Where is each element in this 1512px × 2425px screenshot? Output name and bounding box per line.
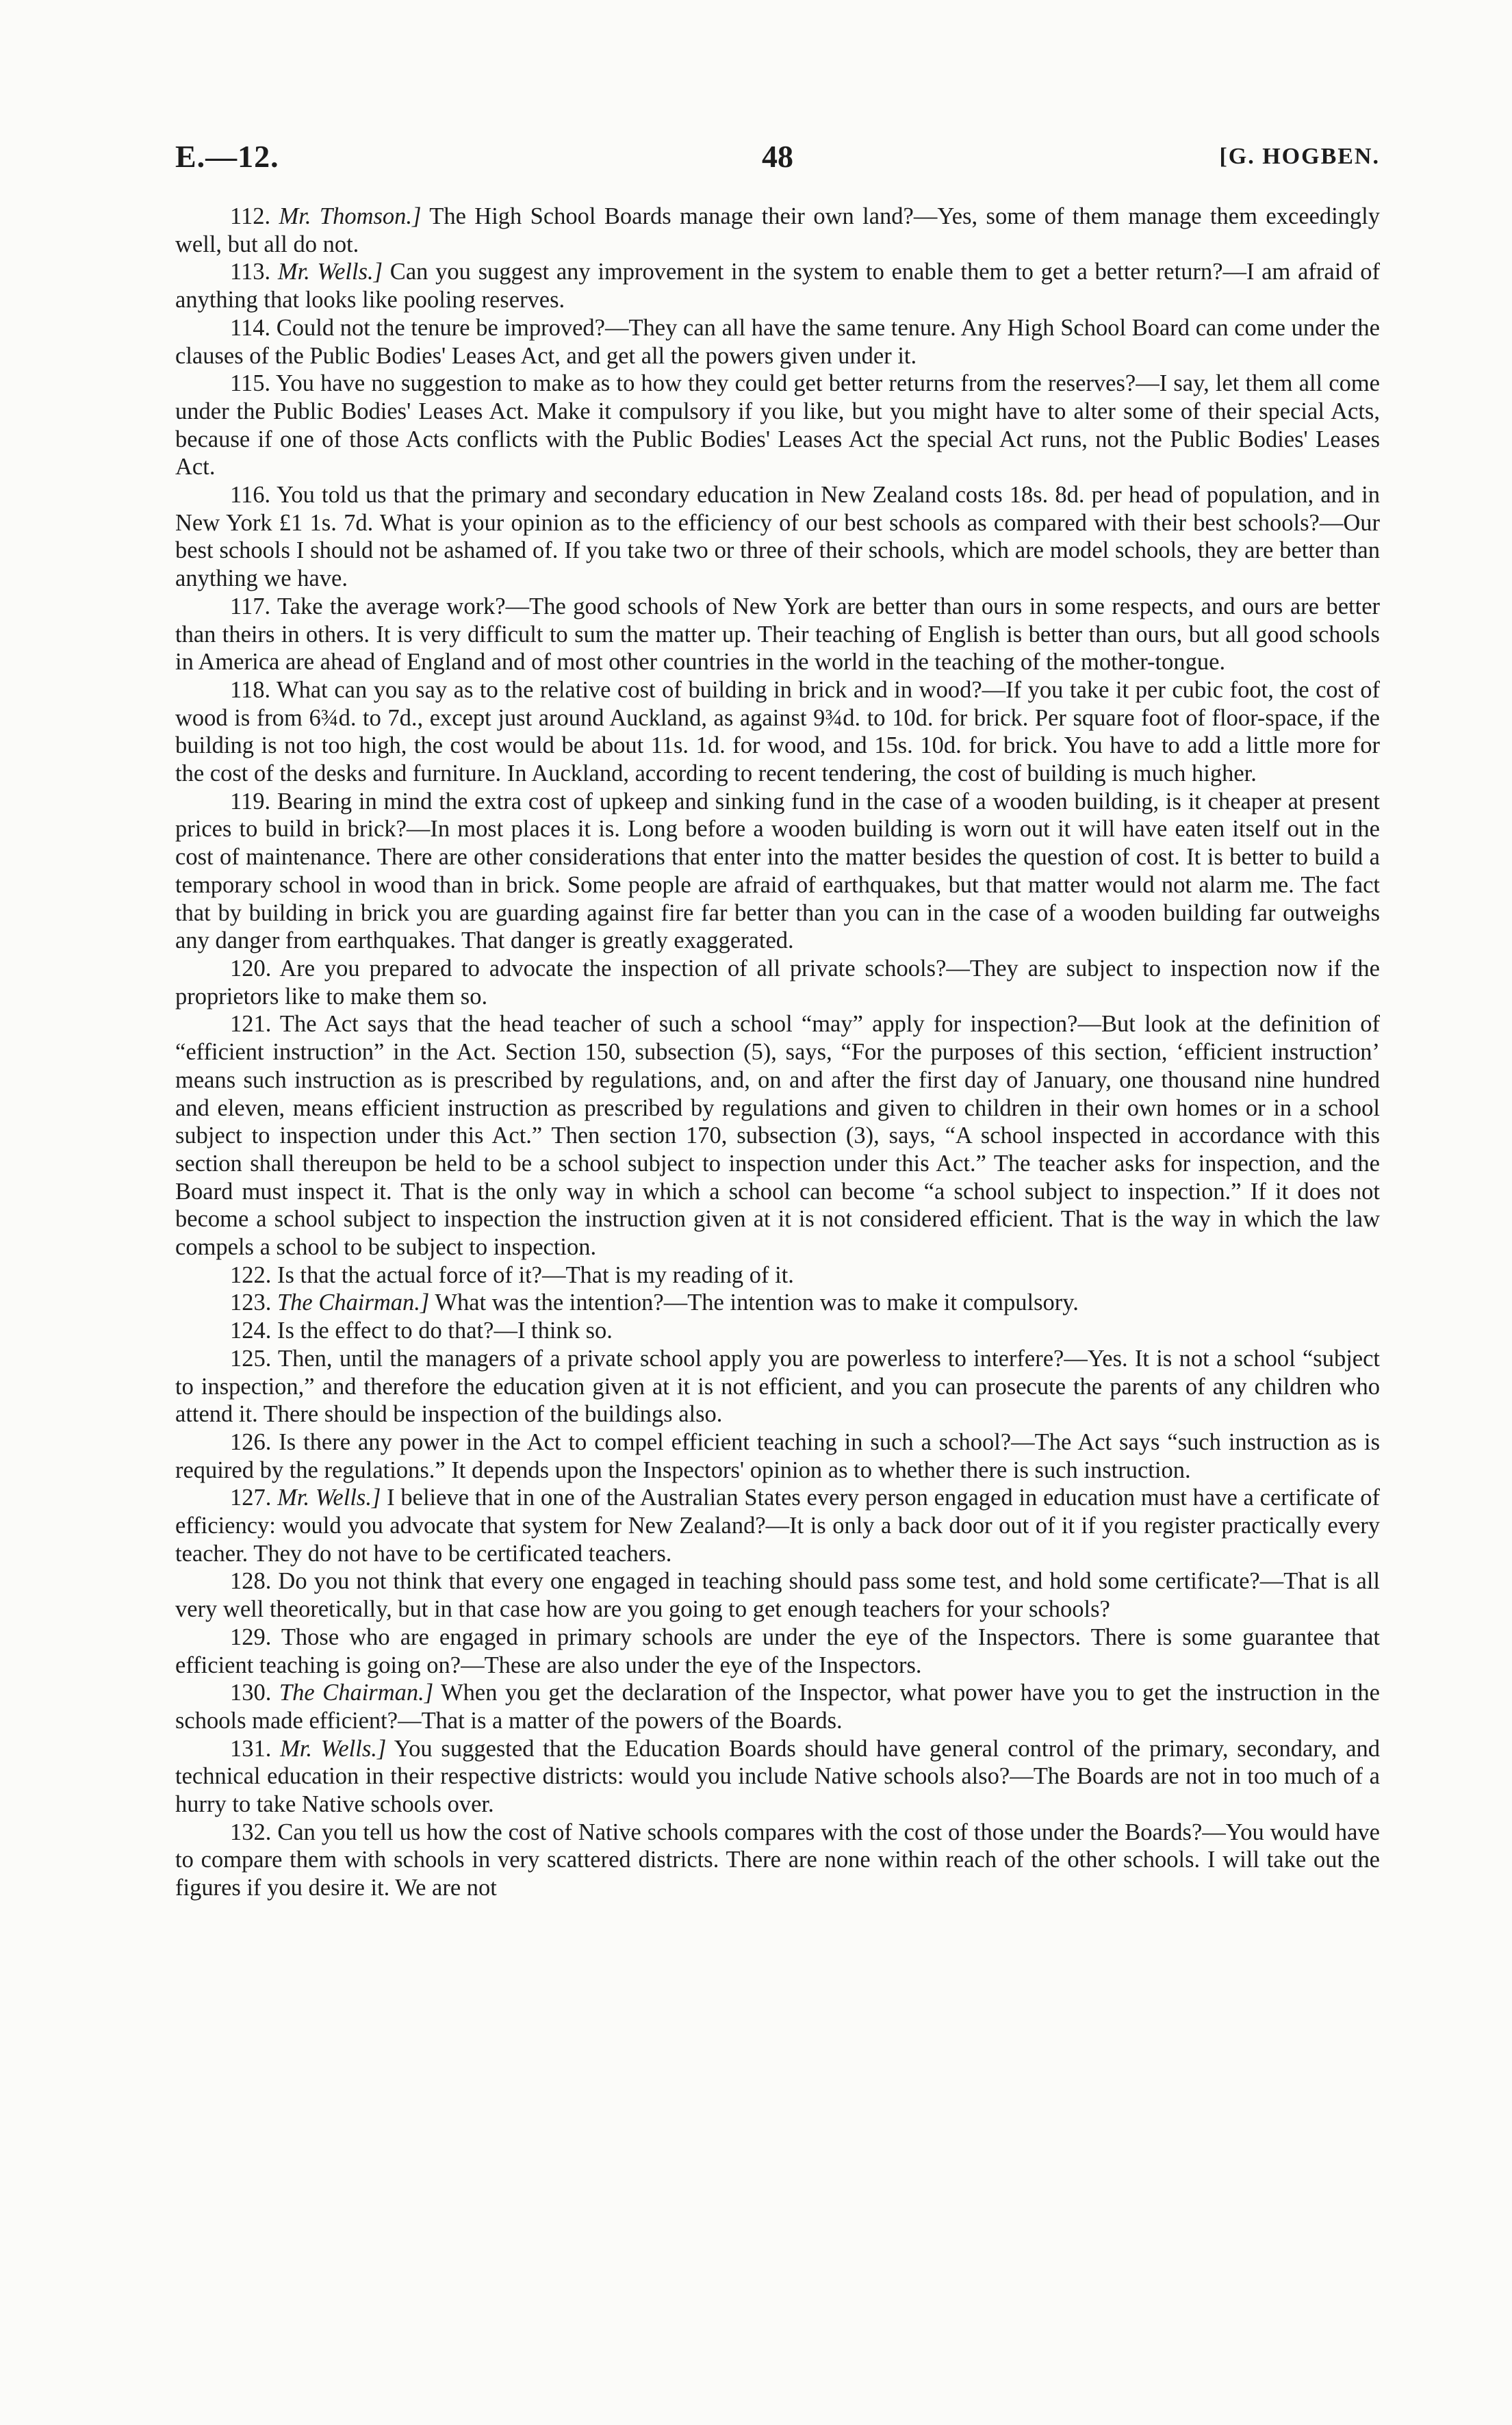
paragraph-text: Could not the tenure be improved?—They can all have the same tenure. Any High School Board can come under the clauses of the Public Bodies' Leases Act, and get all the powers given under it. (175, 314, 1380, 369)
paragraph-130 (175, 1679, 1380, 1734)
question-number: 129. (230, 1624, 272, 1650)
paragraph-text: The Act says that the head teacher of such a school “may” apply for inspection?—But look at the definition of “efficient instruction” in the Act. Section 150, subsection (5), says, “For the purposes of this section, ‘efficient instruction’ means such instruction as is prescribed by regulations, and, on and after the first day of January, one thousand nine hundred and eleven, means efficient instruction as prescribed by regulations and given to children in their own homes or in a school subject to inspection under this Act.” Then section 170, subsection (3), says, “A school inspected in accordance with this section shall thereupon be held to be a school subject to inspection under this Act.” The teacher asks for inspection, and the Board must inspect it. That is the only way in which a school can become “a school subject to inspection.” If it does not become a school subject to inspection the instruction given at it is not considered efficient. That is the way in which the law compels a school to be subject to inspection. (175, 1011, 1380, 1261)
paragraph-text: You suggested that the Education Boards should have general control of the primary, secondary, and technical education in their respective districts: would you include Native schools also?—The Boards are not in too much of a hurry to take Native schools over. (175, 1735, 1381, 1818)
speaker: The Chairman.] (279, 1680, 434, 1706)
paragraph-text: The High School Boards manage their own land?—Yes, some of them manage them exceedingly well, but all do not. (175, 203, 1381, 257)
page-number: 48 (762, 139, 793, 174)
report-code: E.—12. (175, 139, 279, 174)
paragraph-112 (175, 203, 1380, 258)
question-number: 124. (230, 1318, 272, 1344)
paragraph-text: Can you tell us how the cost of Native schools compares with the cost of those under the Boards?—You would have to compare them with schools in very scattered districts. There are none within reach of the other schools. I will take out the figures if you desire it. We are not (175, 1819, 1380, 1901)
paragraph-124 (175, 1317, 1380, 1345)
paragraph-text: Those who are engaged in primary schools are under the eye of the Inspectors. There is some guarantee that efficient teaching is going on?—These are also under the eye of the Inspectors. (175, 1624, 1380, 1678)
paragraph-126 (175, 1428, 1380, 1484)
paragraph-text: Are you prepared to advocate the inspection of all private schools?—They are subject to inspection now if the proprietors like to make them so. (175, 955, 1380, 1010)
evidence-text (175, 203, 1380, 1902)
paragraph-text: Is the effect to do that?—I think so. (271, 1318, 613, 1344)
paragraph-122 (175, 1261, 1380, 1290)
paragraph-120 (175, 955, 1380, 1010)
paragraph-text: You told us that the primary and secondary education in New Zealand costs 18s. 8d. per head of population, and in New York £1 1s. 7d. What is your opinion as to the efficiency of our best schools as compared with their best schools?—Our best schools I should not be ashamed of. If you take two or three of their schools, which are model schools, they are better than anything we have. (175, 482, 1380, 592)
question-number: 118. (230, 676, 271, 703)
paragraph-131 (175, 1735, 1380, 1819)
speaker: Mr. Wells.] (277, 259, 383, 285)
paragraph-132 (175, 1819, 1380, 1902)
paragraph-113 (175, 258, 1380, 313)
paragraph-117 (175, 593, 1380, 676)
paragraph-text: When you get the declaration of the Inspector, what power have you to get the instruction in the schools made efficient?—That is a matter of the powers of the Boards. (175, 1680, 1380, 1734)
paragraph-128 (175, 1567, 1380, 1623)
question-number: 117. (230, 593, 271, 619)
question-number: 120. (230, 955, 272, 981)
question-number: 122. (230, 1261, 272, 1288)
paragraph-text: I believe that in one of the Australian States every person engaged in education must have a certificate of efficiency: would you advocate that system for New Zealand?—It is only a back door out of it if you register practically every teacher. They do not have to be certificated teachers. (175, 1485, 1381, 1567)
paragraph-text: Take the average work?—The good schools of New York are better than ours in some respects, and ours are better than theirs in others. It is very difficult to sum the matter up. Their teaching of English is better than ours, but all good schools in America are ahead of England and of most other countries in the world in the teaching of the mother-tongue. (175, 593, 1380, 676)
paragraph-121 (175, 1010, 1380, 1261)
question-number: 130. (230, 1680, 272, 1706)
question-number: 112. (230, 203, 271, 229)
paragraph-116 (175, 481, 1380, 593)
question-number: 126. (230, 1428, 272, 1455)
speaker: Mr. Thomson.] (279, 203, 422, 229)
paragraph-text: You have no suggestion to make as to how they could get better returns from the reserves?—I say, let them all come under the Public Bodies' Leases Act. Make it compulsory if you like, but you might have to alter some of their special Acts, because if one of those Acts conflicts with the Public Bodies' Leases Act the special Act runs, not the Public Bodies' Leases Act. (175, 370, 1380, 480)
paragraph-125 (175, 1345, 1380, 1428)
paragraph-text: What can you say as to the relative cost of building in brick and in wood?—If you take it per cubic foot, the cost of wood is from 6¾d. to 7d., except just around Auckland, as against 9¾d. to 10d. for brick. Per square foot of floor-space, if the building is not too high, the cost would be about 11s. 1d. for wood, and 15s. 10d. for brick. You have to add a little more for the cost of the desks and furniture. In Auckland, according to recent tendering, the cost of building is much higher. (175, 676, 1380, 787)
paragraph-text: Is there any power in the Act to compel efficient teaching in such a school?—The Act says “such instruction as is required by the regulations.” It depends upon the Inspectors' opinion as to whether there is such instruction. (175, 1428, 1380, 1483)
paragraph-118 (175, 676, 1380, 788)
paragraph-text: Can you suggest any improvement in the system to enable them to get a better return?—I am afraid of anything that looks like pooling reserves. (175, 259, 1381, 313)
page-header (175, 138, 1380, 179)
question-number: 114. (230, 314, 271, 341)
question-number: 132. (230, 1819, 272, 1845)
question-number: 115. (230, 370, 271, 397)
question-number: 131. (230, 1735, 272, 1762)
paragraph-119 (175, 788, 1380, 955)
paragraph-text: Then, until the managers of a private school apply you are powerless to interfere?—Yes. It is not a school “subject to inspection,” and therefore the education given at it is not efficient, and you can prosecute the parents of any children who attend it. There should be inspection of the buildings also. (175, 1345, 1380, 1428)
speaker: Mr. Wells.] (277, 1485, 381, 1511)
paragraph-text: Bearing in mind the extra cost of upkeep and sinking fund in the case of a wooden building, is it cheaper at present prices to build in brick?—In most places it is. Long before a wooden building is worn out it will have eaten itself out in the cost of maintenance. There are other considerations that enter into the matter besides the question of cost. It is better to build a temporary school in wood than in brick. Some people are afraid of earthquakes, but that matter would not alarm me. The fact that by building in brick you are guarding against fire far better than you can in the case of a wooden building far outweighs any danger from earthquakes. That danger is greatly exaggerated. (175, 788, 1380, 954)
question-number: 113. (230, 259, 271, 285)
paragraph-123 (175, 1289, 1380, 1317)
question-number: 121. (230, 1011, 272, 1038)
question-number: 127. (230, 1485, 272, 1511)
question-number: 123. (230, 1290, 272, 1316)
speaker: The Chairman.] (277, 1290, 430, 1316)
paragraph-127 (175, 1484, 1380, 1567)
paragraph-text: What was the intention?—The intention was to make it compulsory. (429, 1290, 1079, 1316)
paragraph-text: Is that the actual force of it?—That is my reading of it. (271, 1261, 794, 1288)
question-number: 119. (230, 788, 271, 814)
paragraph-text: Do you not think that every one engaged in teaching should pass some test, and hold some certificate?—That is all very well theoretically, but in that case how are you going to get enough teachers for your schools? (175, 1568, 1380, 1623)
question-number: 128. (230, 1568, 272, 1595)
paragraph-129 (175, 1624, 1380, 1679)
question-number: 125. (230, 1345, 272, 1372)
paragraph-114 (175, 314, 1380, 370)
question-number: 116. (230, 482, 271, 509)
paragraph-115 (175, 370, 1380, 481)
witness-name: [G. HOGBEN. (1219, 144, 1380, 169)
speaker: Mr. Wells.] (280, 1735, 387, 1762)
